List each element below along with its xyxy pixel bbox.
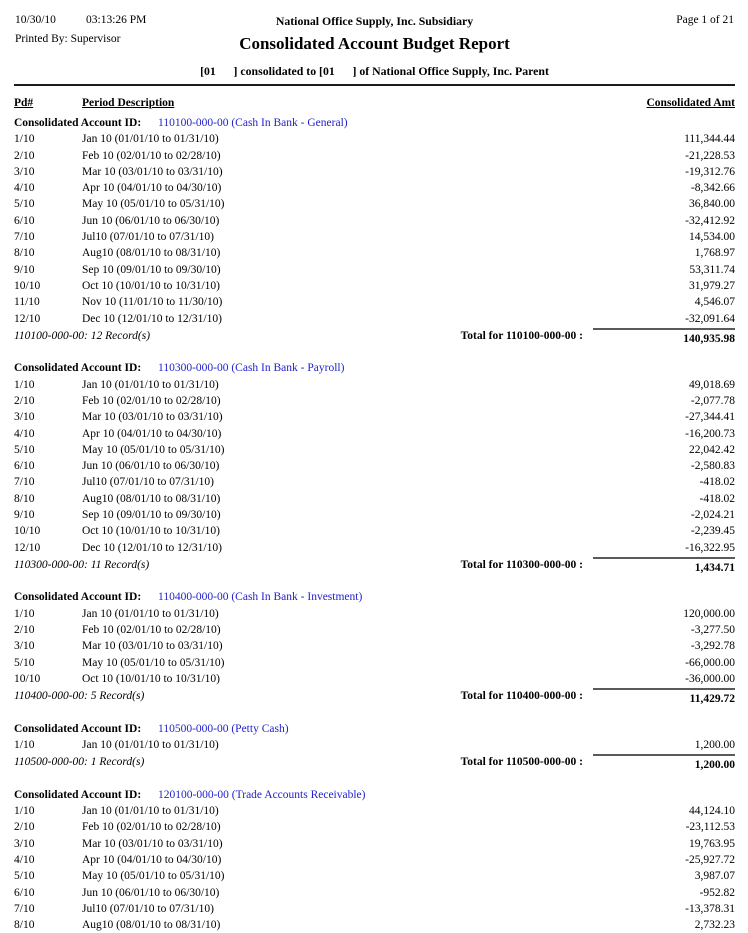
amount-cell: -32,091.64 — [685, 312, 735, 325]
period-description-cell: Feb 10 (02/01/10 to 02/28/10) — [82, 149, 221, 162]
period-number-cell: 8/10 — [14, 247, 35, 260]
account-section — [14, 589, 735, 707]
period-description-cell: Mar 10 (03/01/10 to 03/31/10) — [82, 837, 223, 850]
record-count: 110500-000-00: 1 Record(s) — [14, 756, 145, 769]
period-description-cell: Feb 10 (02/01/10 to 02/28/10) — [82, 624, 221, 637]
amount-cell: -32,412.92 — [685, 214, 735, 227]
period-description-cell: Dec 10 (12/01/10 to 12/31/10) — [82, 541, 222, 554]
period-description-cell: Jun 10 (06/01/10 to 06/30/10) — [82, 886, 220, 899]
period-description-cell: Jan 10 (01/01/10 to 01/31/10) — [82, 378, 219, 391]
amount-cell: -2,077.78 — [690, 394, 735, 407]
account-section — [14, 721, 735, 774]
period-number-cell: 7/10 — [14, 231, 35, 244]
period-row — [14, 278, 735, 294]
period-description-cell: Apr 10 (04/01/10 to 04/30/10) — [82, 182, 222, 195]
total-label: Total for 110100-000-00 : — [460, 329, 583, 342]
period-row — [14, 180, 735, 196]
period-row — [14, 655, 735, 671]
account-id-label: Consolidated Account ID: — [14, 362, 142, 375]
amount-cell: -27,344.41 — [685, 411, 735, 424]
account-section-header — [14, 360, 735, 376]
total-amount: 1,200.00 — [593, 754, 735, 774]
period-number-cell: 12/10 — [14, 312, 41, 325]
amount-cell: -2,239.45 — [690, 525, 735, 538]
section-total-row — [14, 328, 735, 348]
amount-cell: -418.02 — [699, 492, 735, 505]
period-description-cell: May 10 (05/01/10 to 05/31/10) — [82, 656, 225, 669]
amount-cell: 19,763.95 — [689, 837, 735, 850]
record-count: 110300-000-00: 11 Record(s) — [14, 558, 150, 571]
period-row — [14, 737, 735, 753]
account-id-link[interactable]: 110400-000-00 (Cash In Bank - Investment) — [158, 591, 363, 604]
account-id-label: Consolidated Account ID: — [14, 117, 142, 129]
amount-cell: -3,292.78 — [690, 640, 735, 653]
company-name: National Office Supply, Inc. Subsidiary — [275, 14, 474, 28]
period-description-cell: Sep 10 (09/01/10 to 09/30/10) — [82, 263, 221, 276]
period-row — [14, 917, 735, 933]
period-number-cell: 10/10 — [14, 279, 41, 292]
period-number-cell: 12/10 — [14, 541, 41, 554]
section-total-row — [14, 557, 735, 577]
account-id-link[interactable]: 120100-000-00 (Trade Accounts Receivable) — [158, 788, 366, 801]
period-row — [14, 638, 735, 654]
period-row — [14, 442, 735, 458]
period-number-cell: 8/10 — [14, 492, 35, 505]
period-description-cell: Jan 10 (01/01/10 to 01/31/10) — [82, 739, 219, 751]
period-row — [14, 426, 735, 442]
period-row — [14, 245, 735, 261]
period-number-cell: 5/10 — [14, 870, 35, 883]
period-number-cell: 3/10 — [14, 640, 35, 653]
amount-cell: -3,277.50 — [690, 624, 735, 637]
amount-cell: 120,000.00 — [683, 607, 735, 620]
amount-cell: 14,534.00 — [689, 231, 735, 244]
amount-cell: -418.02 — [699, 476, 735, 489]
period-number-cell: 1/10 — [14, 805, 35, 818]
period-number-cell: 2/10 — [14, 149, 35, 162]
total-label: Total for 110300-000-00 : — [460, 558, 583, 571]
account-section-header — [14, 787, 735, 803]
column-header-pd: Pd# — [14, 97, 34, 109]
period-description-cell: Aug10 (08/01/10 to 08/31/10) — [82, 247, 221, 260]
report-body — [14, 115, 735, 933]
period-number-cell: 6/10 — [14, 886, 35, 899]
amount-cell: 31,979.27 — [689, 279, 735, 292]
period-number-cell: 7/10 — [14, 476, 35, 489]
period-number-cell: 8/10 — [14, 919, 35, 932]
amount-cell: -2,024.21 — [690, 509, 735, 522]
page-indicator: Page 1 of 21 — [676, 14, 734, 26]
period-description-cell: Mar 10 (03/01/10 to 03/31/10) — [82, 640, 223, 653]
account-section-header — [14, 115, 735, 131]
section-total-row — [14, 688, 735, 708]
period-description-cell: May 10 (05/01/10 to 05/31/10) — [82, 870, 225, 883]
period-row — [14, 213, 735, 229]
period-row — [14, 852, 735, 868]
period-row — [14, 901, 735, 917]
account-id-link[interactable]: 110500-000-00 (Petty Cash) — [158, 722, 289, 735]
period-description-cell: Jan 10 (01/01/10 to 01/31/10) — [82, 133, 219, 146]
period-number-cell: 2/10 — [14, 394, 35, 407]
table-column-headers — [14, 86, 735, 112]
period-number-cell: 6/10 — [14, 460, 35, 473]
period-description-cell: Jun 10 (06/01/10 to 06/30/10) — [82, 214, 220, 227]
period-number-cell: 11/10 — [14, 296, 40, 309]
period-description-cell: Jun 10 (06/01/10 to 06/30/10) — [82, 460, 220, 473]
period-number-cell: 5/10 — [14, 443, 35, 456]
amount-cell: -2,580.83 — [690, 460, 735, 473]
period-description-cell: Jul10 (07/01/10 to 07/31/10) — [82, 231, 214, 244]
period-row — [14, 803, 735, 819]
account-id-link[interactable]: 110300-000-00 (Cash In Bank - Payroll) — [158, 362, 345, 375]
period-number-cell: 5/10 — [14, 656, 35, 669]
account-id-link[interactable]: 110100-000-00 (Cash In Bank - General) — [158, 117, 348, 129]
period-number-cell: 3/10 — [14, 411, 35, 424]
report-header — [14, 12, 735, 84]
period-row — [14, 474, 735, 490]
amount-cell: -19,312.76 — [685, 165, 735, 178]
account-section — [14, 115, 735, 347]
period-number-cell: 1/10 — [14, 133, 35, 146]
period-number-cell: 3/10 — [14, 165, 35, 178]
period-number-cell: 6/10 — [14, 214, 35, 227]
period-row — [14, 523, 735, 539]
amount-cell: 36,840.00 — [689, 198, 735, 211]
column-header-amount: Consolidated Amt — [646, 97, 735, 109]
period-description-cell: Dec 10 (12/01/10 to 12/31/10) — [82, 312, 222, 325]
period-row — [14, 622, 735, 638]
amount-cell: -25,927.72 — [685, 853, 735, 866]
period-description-cell: Nov 10 (11/01/10 to 11/30/10) — [82, 296, 223, 309]
total-amount: 11,429.72 — [593, 688, 735, 708]
amount-cell: 44,124.10 — [689, 805, 735, 818]
report-subtitle: [01 ] consolidated to [01 ] of National Office Supply, Inc. Parent — [200, 64, 549, 78]
period-number-cell: 2/10 — [14, 624, 35, 637]
period-row — [14, 507, 735, 523]
period-description-cell: May 10 (05/01/10 to 05/31/10) — [82, 443, 225, 456]
amount-cell: -36,000.00 — [685, 672, 735, 685]
account-id-label: Consolidated Account ID: — [14, 722, 142, 735]
account-section-header — [14, 721, 735, 737]
period-description-cell: Mar 10 (03/01/10 to 03/31/10) — [82, 411, 223, 424]
amount-cell: -8,342.66 — [690, 182, 735, 195]
period-number-cell: 5/10 — [14, 198, 35, 211]
period-description-cell: Oct 10 (10/01/10 to 10/31/10) — [82, 279, 220, 292]
period-description-cell: Oct 10 (10/01/10 to 10/31/10) — [82, 672, 220, 685]
period-description-cell: Jan 10 (01/01/10 to 01/31/10) — [82, 805, 219, 818]
period-row — [14, 311, 735, 327]
report-title: Consolidated Account Budget Report — [239, 34, 510, 53]
amount-cell: -952.82 — [699, 886, 735, 899]
period-number-cell: 4/10 — [14, 853, 35, 866]
amount-cell: 2,732.23 — [694, 919, 735, 932]
period-description-cell: Aug10 (08/01/10 to 08/31/10) — [82, 492, 221, 505]
amount-cell: 4,546.07 — [694, 296, 735, 309]
period-row — [14, 491, 735, 507]
period-number-cell: 9/10 — [14, 509, 35, 522]
period-row — [14, 409, 735, 425]
period-row — [14, 458, 735, 474]
period-number-cell: 3/10 — [14, 837, 35, 850]
period-description-cell: Jul10 (07/01/10 to 07/31/10) — [82, 902, 214, 915]
amount-cell: 49,018.69 — [689, 378, 735, 391]
account-section-header — [14, 589, 735, 605]
period-row — [14, 836, 735, 852]
total-amount: 140,935.98 — [593, 328, 735, 348]
column-header-period: Period Description — [82, 97, 175, 109]
period-row — [14, 819, 735, 835]
account-id-label: Consolidated Account ID: — [14, 591, 142, 604]
period-row — [14, 196, 735, 212]
period-number-cell: 9/10 — [14, 263, 35, 276]
period-row — [14, 671, 735, 687]
period-description-cell: Sep 10 (09/01/10 to 09/30/10) — [82, 509, 221, 522]
period-row — [14, 229, 735, 245]
period-number-cell: 1/10 — [14, 739, 35, 751]
account-id-label: Consolidated Account ID: — [14, 788, 142, 801]
period-row — [14, 540, 735, 556]
account-section — [14, 360, 735, 576]
amount-cell: 111,344.44 — [684, 133, 735, 146]
period-row — [14, 294, 735, 310]
record-count: 110400-000-00: 5 Record(s) — [14, 690, 145, 703]
amount-cell: 22,042.42 — [689, 443, 735, 456]
period-number-cell: 2/10 — [14, 821, 35, 834]
report-date: 10/30/10 — [15, 14, 56, 26]
period-number-cell: 4/10 — [14, 182, 35, 195]
period-description-cell: Feb 10 (02/01/10 to 02/28/10) — [82, 821, 221, 834]
period-row — [14, 377, 735, 393]
amount-cell: 3,987.07 — [694, 870, 735, 883]
total-amount: 1,434.71 — [593, 557, 735, 577]
period-row — [14, 885, 735, 901]
period-row — [14, 868, 735, 884]
total-label: Total for 110400-000-00 : — [460, 690, 583, 703]
period-description-cell: May 10 (05/01/10 to 05/31/10) — [82, 198, 225, 211]
period-number-cell: 4/10 — [14, 427, 35, 440]
total-label: Total for 110500-000-00 : — [460, 756, 583, 769]
period-row — [14, 262, 735, 278]
account-section — [14, 787, 735, 933]
period-number-cell: 1/10 — [14, 607, 35, 620]
period-row — [14, 606, 735, 622]
period-row — [14, 164, 735, 180]
period-description-cell: Apr 10 (04/01/10 to 04/30/10) — [82, 427, 222, 440]
period-description-cell: Mar 10 (03/01/10 to 03/31/10) — [82, 165, 223, 178]
amount-cell: -21,228.53 — [685, 149, 735, 162]
period-number-cell: 10/10 — [14, 672, 41, 685]
period-description-cell: Feb 10 (02/01/10 to 02/28/10) — [82, 394, 221, 407]
section-total-row — [14, 754, 735, 774]
period-row — [14, 131, 735, 147]
report-time: 03:13:26 PM — [86, 14, 147, 26]
period-description-cell: Apr 10 (04/01/10 to 04/30/10) — [82, 853, 222, 866]
period-description-cell: Jan 10 (01/01/10 to 01/31/10) — [82, 607, 219, 620]
printed-by: Printed By: Supervisor — [15, 33, 121, 45]
amount-cell: 1,768.97 — [694, 247, 735, 260]
period-row — [14, 393, 735, 409]
period-row — [14, 148, 735, 164]
amount-cell: -13,378.31 — [685, 902, 735, 915]
period-description-cell: Jul10 (07/01/10 to 07/31/10) — [82, 476, 214, 489]
period-number-cell: 10/10 — [14, 525, 41, 538]
amount-cell: -66,000.00 — [685, 656, 735, 669]
record-count: 110100-000-00: 12 Record(s) — [14, 329, 151, 342]
amount-cell: 1,200.00 — [694, 739, 735, 751]
amount-cell: -16,322.95 — [685, 541, 735, 554]
period-number-cell: 1/10 — [14, 378, 35, 391]
amount-cell: -16,200.73 — [685, 427, 735, 440]
amount-cell: 53,311.74 — [689, 263, 735, 276]
period-description-cell: Oct 10 (10/01/10 to 10/31/10) — [82, 525, 220, 538]
amount-cell: -23,112.53 — [685, 821, 735, 834]
period-number-cell: 7/10 — [14, 902, 35, 915]
period-description-cell: Aug10 (08/01/10 to 08/31/10) — [82, 919, 221, 932]
